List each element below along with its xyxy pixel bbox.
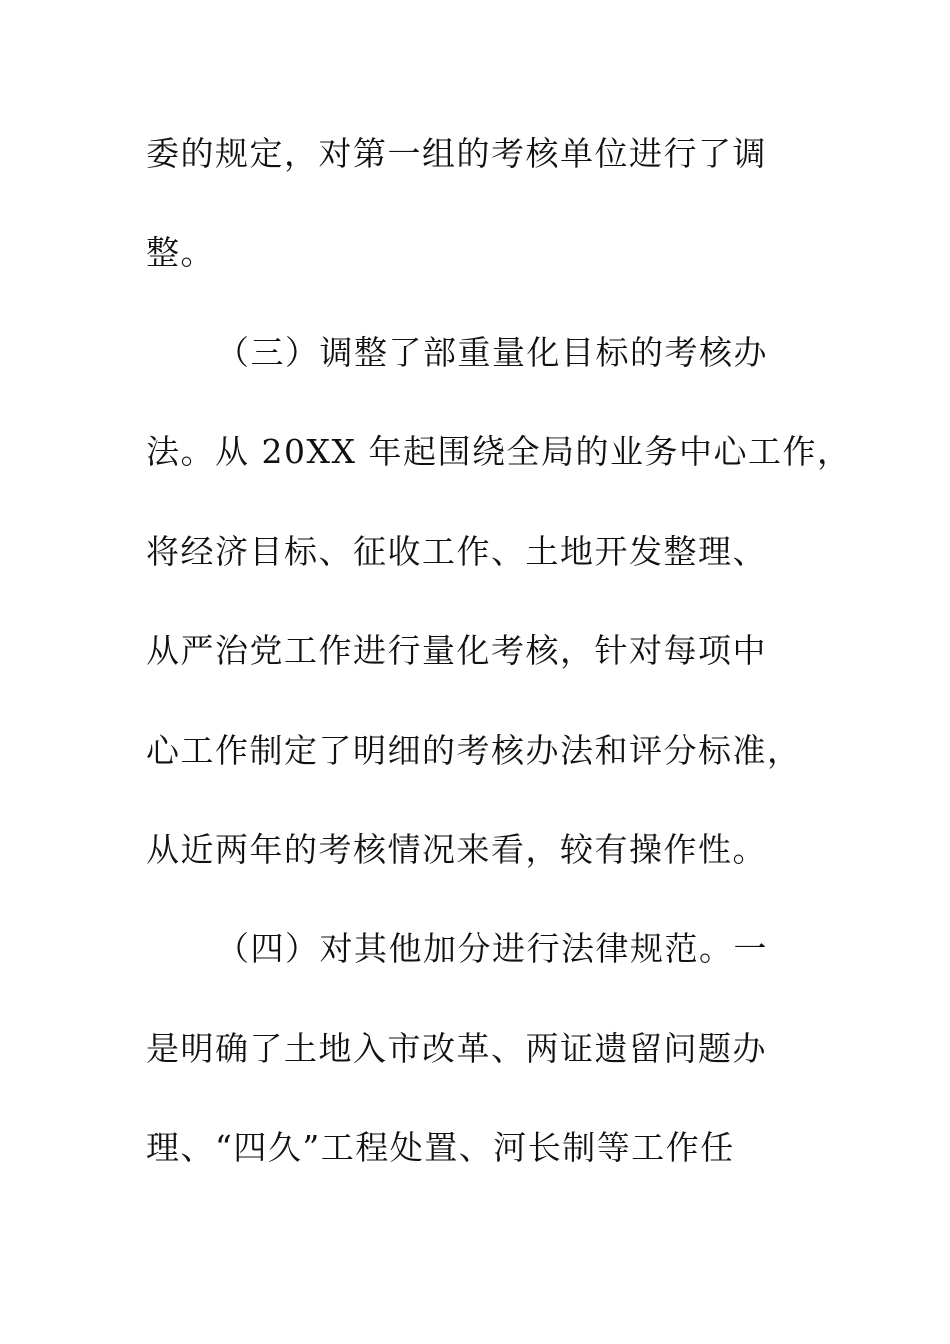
- text-line: 委的规定，对第一组的考核单位进行了调: [146, 134, 767, 173]
- text-line: 心工作制定了明细的考核办法和评分标准，: [146, 731, 802, 770]
- text-line: 理、“四久”工程处置、河长制等工作任: [146, 1128, 735, 1167]
- paragraph-heading-4: （四）对其他加分进行法律规范。一: [216, 929, 768, 968]
- text-line: 是明确了土地入市改革、两证遗留问题办: [146, 1029, 767, 1068]
- paragraph-heading-3: （三）调整了部重量化目标的考核办: [216, 333, 768, 372]
- text-line: 法。从 20XX 年起围绕全局的业务中心工作，: [146, 432, 852, 471]
- text-line: 整。: [146, 233, 215, 272]
- text-line: 从严治党工作进行量化考核，针对每项中: [146, 631, 767, 670]
- text-line: 将经济目标、征收工作、土地开发整理、: [146, 532, 767, 571]
- text-line: 从近两年的考核情况来看，较有操作性。: [146, 830, 767, 869]
